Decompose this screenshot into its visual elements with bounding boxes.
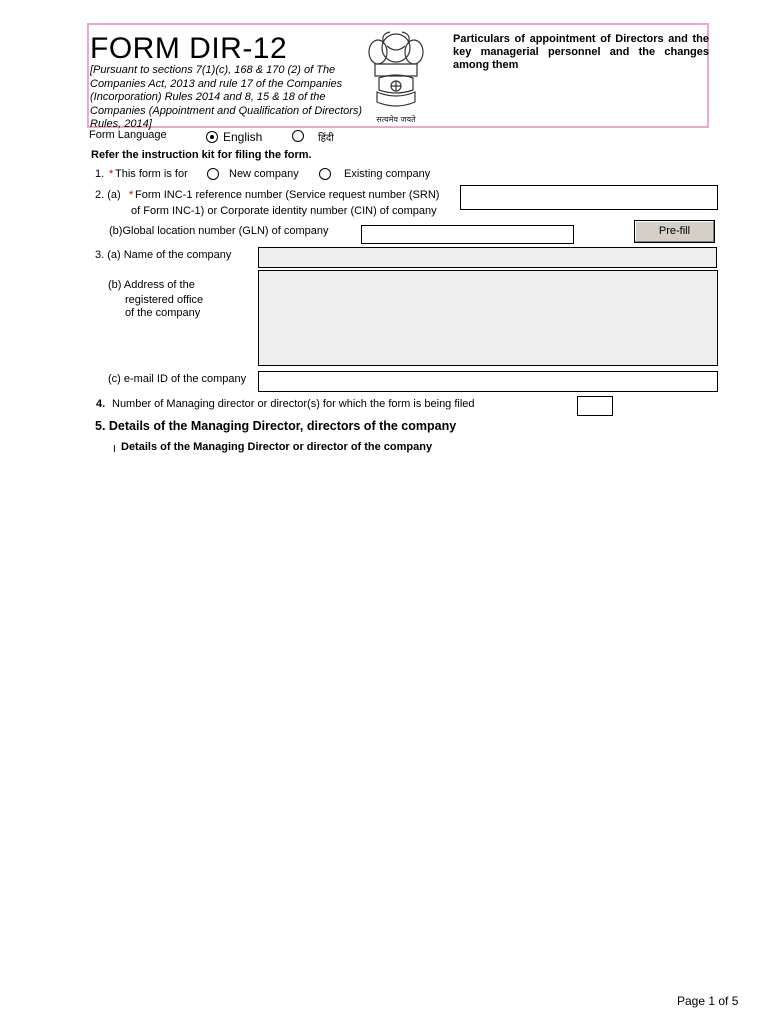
q3b-label-line1: (b) Address of the — [108, 279, 195, 291]
language-english-label: English — [223, 130, 263, 144]
q1-number: 1. — [95, 168, 105, 180]
gln-input[interactable] — [361, 225, 574, 244]
form-description: Particulars of appointment of Directors and the key managerial personnel and the changes among them — [453, 33, 709, 71]
q1-label: This form is for — [115, 168, 188, 180]
q2a-required-star: * — [129, 189, 134, 201]
section5-heading: 5. Details of the Managing Director, directors of the company — [95, 419, 457, 433]
prefill-button[interactable]: Pre-fill — [634, 220, 715, 243]
q4-number: 4. — [96, 398, 106, 410]
form-title: FORM DIR-12 — [90, 32, 288, 65]
director-count-input[interactable] — [577, 396, 613, 416]
section5-subheading: Details of the Managing Director or director of the company — [121, 441, 433, 453]
q4-label: Number of Managing director or director(s) for which the form is being filed — [112, 398, 475, 410]
q1-required-star: * — [109, 168, 114, 180]
language-hindi-label: हिंदी — [318, 133, 334, 144]
language-english-radio[interactable] — [206, 131, 218, 143]
q2a-label-line1: Form INC-1 reference number (Service request number (SRN) — [135, 189, 440, 201]
national-emblem-logo — [365, 26, 427, 126]
q2b-label: (b)Global location number (GLN) of company — [109, 225, 329, 237]
section5-marker: I — [113, 444, 116, 455]
q3a-label: 3. (a) Name of the company — [95, 249, 232, 261]
new-company-label: New company — [229, 168, 299, 180]
existing-company-label: Existing company — [344, 168, 431, 180]
q3c-label: (c) e-mail ID of the company — [108, 373, 247, 385]
form-subtitle: [Pursuant to sections 7(1)(c), 168 & 170 (2) of The Companies Act, 2013 and rule 17 of the Companies (Incorporation) Rules 2014 and 8, 15 & 18 of the Companies (Appointment and Qualification of Directors) Rules, 2014] — [90, 64, 363, 130]
registered-office-address-textarea[interactable] — [258, 270, 718, 366]
q3b-label-line2: registered office — [125, 294, 204, 306]
q3b-label-line3: of the company — [125, 307, 201, 319]
srn-cin-input[interactable] — [460, 185, 718, 210]
existing-company-radio[interactable] — [319, 168, 331, 180]
page-number: Page 1 of 5 — [677, 994, 739, 1008]
q2a-label-line2: of Form INC-1) or Corporate identity number (CIN) of company — [131, 205, 437, 217]
form-language-label: Form Language — [89, 129, 167, 141]
company-name-input[interactable] — [258, 247, 717, 268]
new-company-radio[interactable] — [207, 168, 219, 180]
emblem-motto: सत्यमेव जयते — [376, 115, 416, 124]
instruction-text: Refer the instruction kit for filing the form. — [91, 149, 312, 161]
company-email-input[interactable] — [258, 371, 718, 392]
q2a-number: 2. (a) — [95, 189, 121, 201]
language-hindi-radio[interactable] — [292, 130, 304, 142]
